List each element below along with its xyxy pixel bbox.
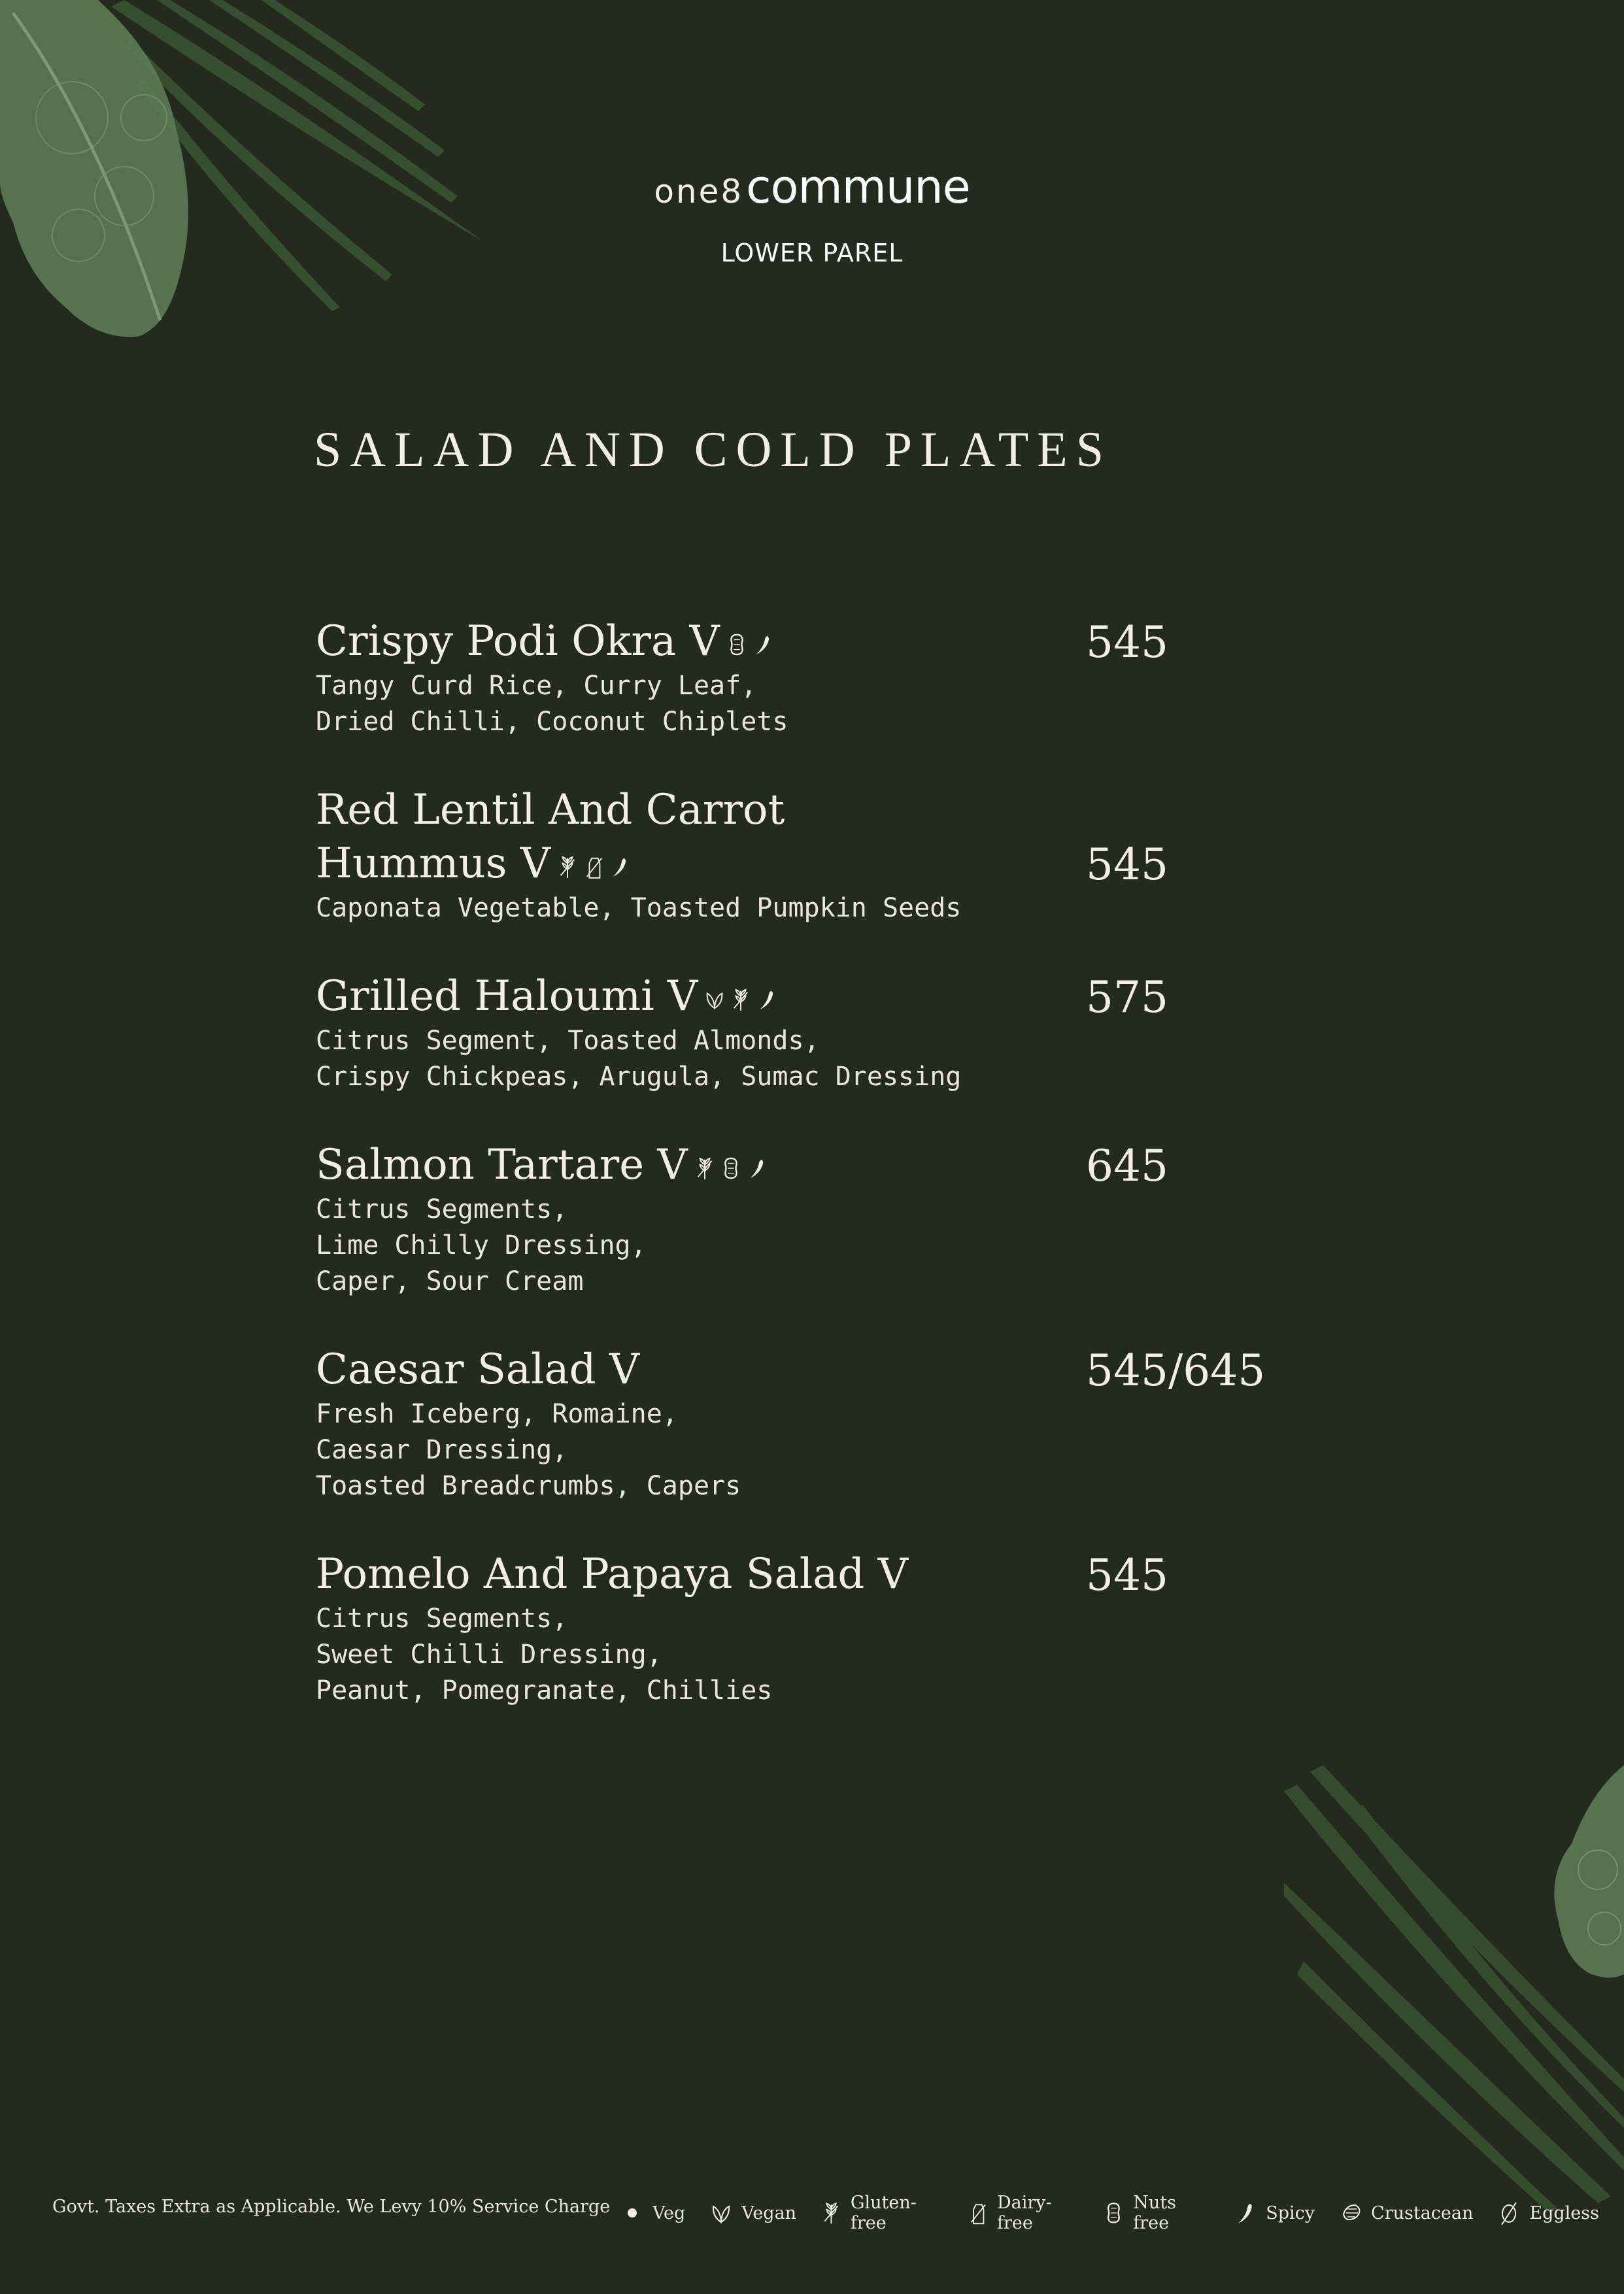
menu-item-name: Crispy Podi Okra V	[316, 617, 720, 666]
menu-item-description: Fresh Iceberg, Romaine, Caesar Dressing, Toasted Breadcrumbs, Capers	[316, 1399, 741, 1501]
menu-item-title	[316, 970, 970, 1023]
spicy-icon	[1234, 2200, 1257, 2226]
menu-item	[316, 970, 1362, 1095]
menu-item-title	[316, 1547, 970, 1601]
vegan-icon	[704, 987, 725, 1013]
legend-item	[710, 2200, 796, 2226]
dairy-free-icon	[968, 2200, 988, 2226]
eggless-icon	[1498, 2200, 1520, 2226]
menu-item	[316, 1343, 1362, 1504]
brand-header	[0, 160, 1624, 267]
menu-item-description: Tangy Curd Rice, Curry Leaf, Dried Chilli, Coconut Chiplets	[316, 671, 788, 737]
brand-location: LOWER PAREL	[720, 239, 904, 267]
dietary-icons	[726, 632, 773, 658]
dietary-icons	[704, 987, 777, 1013]
legend-label: Vegan	[741, 2202, 797, 2223]
menu-item-name: Caesar Salad V	[316, 1345, 640, 1394]
legend-item	[968, 2193, 1079, 2233]
menu-item-title	[316, 1138, 970, 1192]
legend-label: Nuts free	[1133, 2193, 1176, 2233]
menu-item	[316, 1138, 1362, 1300]
menu-list	[316, 615, 1362, 1752]
menu-item	[316, 783, 1362, 926]
legend-label: Gluten-free	[850, 2193, 917, 2233]
dairy-free-icon	[583, 854, 604, 880]
menu-item-name: Salmon Tartare V	[316, 1141, 688, 1189]
dietary-legend	[621, 2193, 1624, 2233]
gluten-free-icon	[821, 2200, 841, 2226]
legend-label: Eggless	[1529, 2202, 1599, 2223]
legend-item	[1104, 2193, 1210, 2233]
menu-item-description: Citrus Segment, Toasted Almonds, Crispy Chickpeas, Arugula, Sumac Dressing	[316, 1026, 962, 1092]
legend-label: Dairy-free	[996, 2193, 1052, 2233]
spicy-icon	[609, 854, 630, 880]
menu-item-price: 545	[1086, 1550, 1168, 1600]
menu-item-price: 545	[1086, 839, 1168, 890]
nuts-free-icon	[726, 632, 747, 658]
menu-item-name: Grilled Haloumi V	[316, 972, 698, 1020]
legend-label: Veg	[652, 2202, 686, 2223]
footer	[0, 2193, 1624, 2236]
menu-item-price: 545	[1086, 617, 1168, 667]
vegan-icon	[710, 2200, 732, 2226]
menu-item-description: Caponata Vegetable, Toasted Pumpkin Seeds	[316, 893, 962, 923]
menu-item-name: Red Lentil And Carrot Hummus V	[316, 786, 785, 888]
brand-prefix: one8	[654, 173, 744, 211]
leaf-decoration-bottom-right	[1284, 1765, 1624, 2210]
veg-icon	[621, 2200, 643, 2226]
menu-item-title	[316, 615, 970, 668]
menu-item	[316, 615, 1362, 740]
legend-label: Spicy	[1266, 2202, 1315, 2223]
legend-item	[1498, 2200, 1599, 2226]
nuts-free-icon	[720, 1155, 741, 1181]
spicy-icon	[747, 1155, 768, 1181]
nuts-free-icon	[1104, 2200, 1124, 2226]
gluten-free-icon	[557, 854, 578, 880]
spicy-icon	[753, 632, 773, 658]
service-charge-note: Govt. Taxes Extra as Applicable. We Levy 10% Service Charge	[52, 2197, 611, 2217]
gluten-free-icon	[694, 1155, 715, 1181]
menu-item	[316, 1547, 1362, 1709]
menu-item-price: 645	[1086, 1141, 1168, 1191]
menu-item-description: Citrus Segments, Lime Chilly Dressing, Caper, Sour Cream	[316, 1194, 647, 1296]
menu-item-title	[316, 783, 970, 890]
legend-label: Crustacean	[1371, 2202, 1474, 2223]
menu-item-price: 545/645	[1086, 1345, 1266, 1396]
spicy-icon	[756, 987, 777, 1013]
legend-item	[821, 2193, 943, 2233]
crustacean-icon	[1340, 2200, 1362, 2226]
legend-item	[621, 2200, 685, 2226]
section-title: SALAD AND COLD PLATES	[314, 422, 1112, 477]
dietary-icons	[694, 1155, 768, 1181]
menu-item-price: 575	[1086, 972, 1168, 1022]
gluten-free-icon	[730, 987, 751, 1013]
legend-item	[1340, 2200, 1473, 2226]
menu-item-title	[316, 1343, 970, 1396]
menu-item-name: Pomelo And Papaya Salad V	[316, 1550, 908, 1598]
brand-logo	[654, 160, 970, 214]
legend-item	[1234, 2200, 1315, 2226]
menu-item-description: Citrus Segments, Sweet Chilli Dressing, Peanut, Pomegranate, Chillies	[316, 1604, 773, 1706]
dietary-icons	[557, 854, 630, 880]
brand-name: commune	[746, 160, 970, 214]
